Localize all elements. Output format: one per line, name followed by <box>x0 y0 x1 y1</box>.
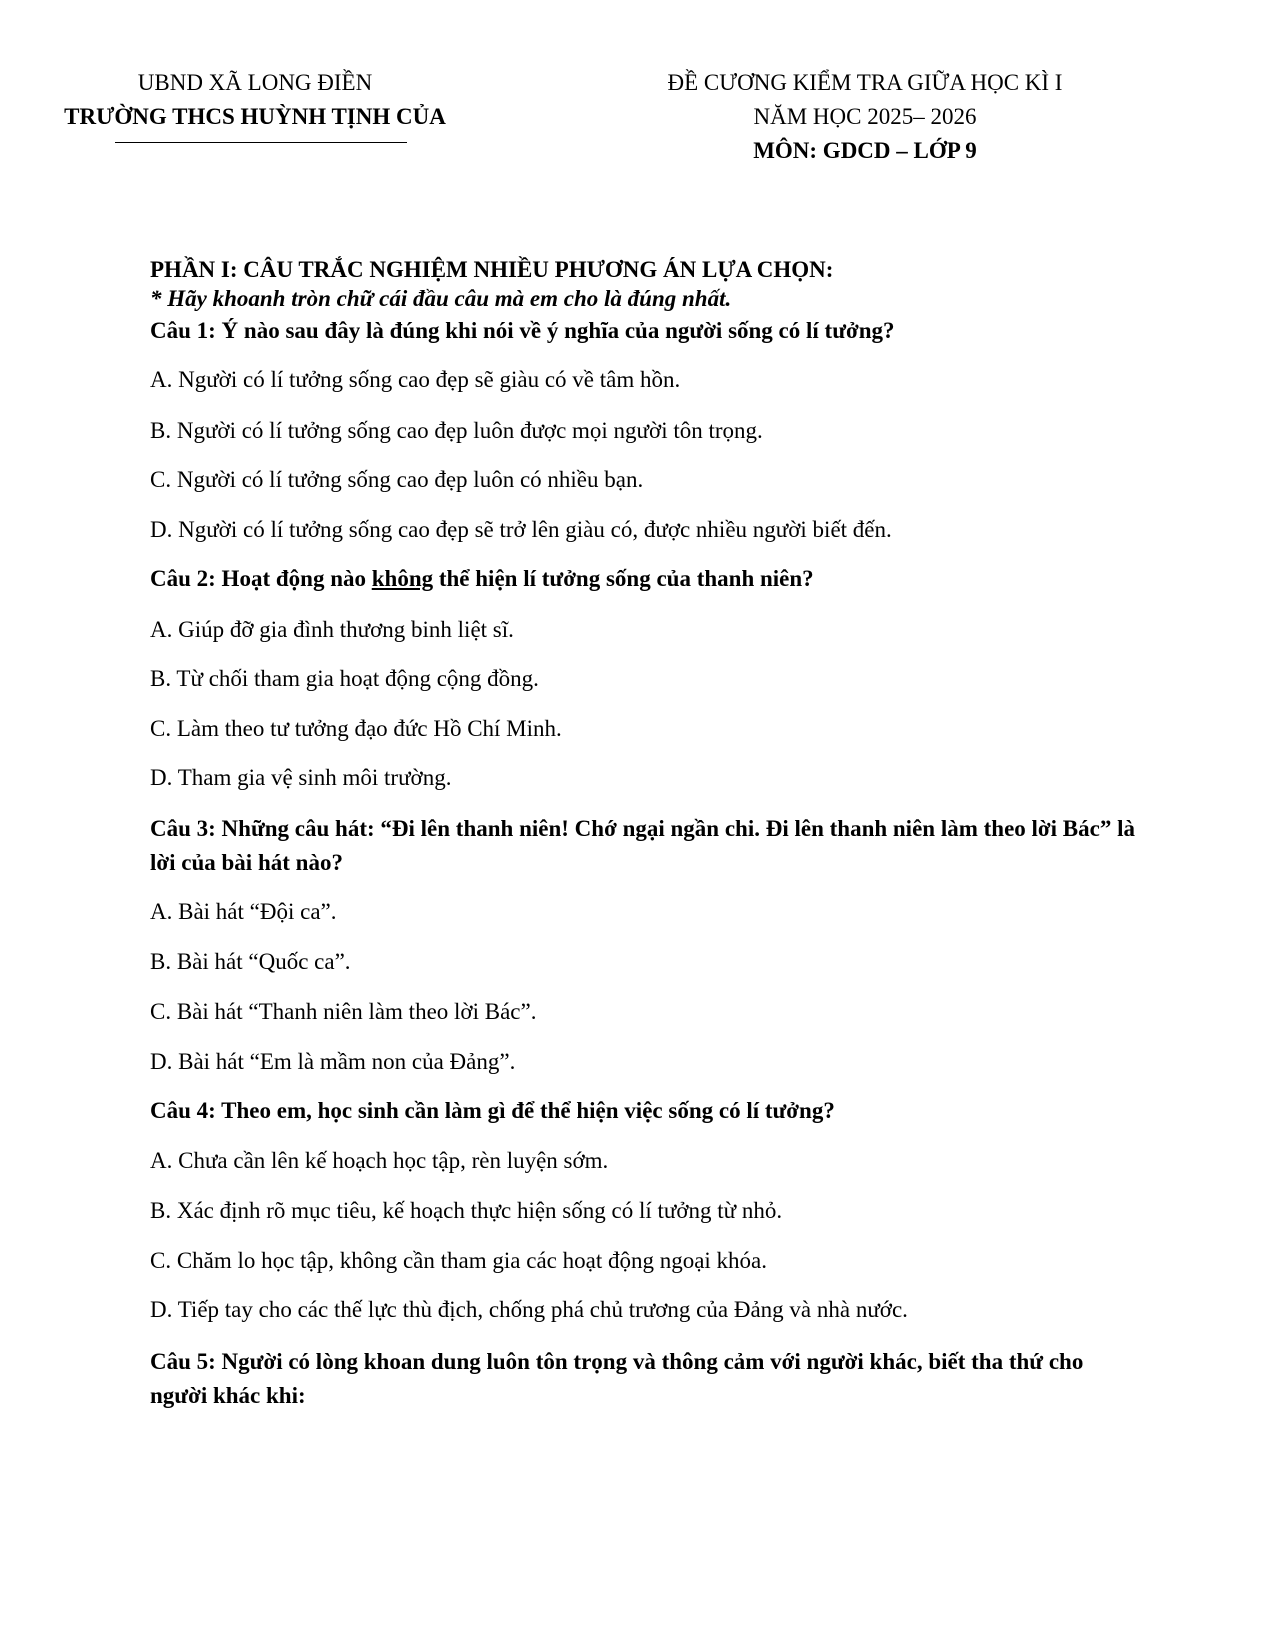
question-2-option-b: B. Từ chối tham gia hoạt động cộng đồng. <box>150 666 539 691</box>
school-name: TRƯỜNG THCS HUỲNH TỊNH CỦA <box>64 104 446 129</box>
authority-name: UBND XÃ LONG ĐIỀN <box>137 70 373 95</box>
question-4-stem: Câu 4: Theo em, học sinh cần làm gì để thể hiện việc sống có lí tưởng? <box>150 1098 835 1123</box>
question-5-stem: Câu 5: Người có lòng khoan dung luôn tôn trọng và thông cảm với người khác, biết tha thứ cho người khác khi: <box>150 1349 1084 1408</box>
question-1-option-d: D. Người có lí tưởng sống cao đẹp sẽ trở lên giàu có, được nhiều người biết đến. <box>150 517 892 542</box>
question-4-option-d: D. Tiếp tay cho các thế lực thù địch, chống phá chủ trương của Đảng và nhà nước. <box>150 1297 908 1322</box>
question-2-stem-start: Câu 2: Hoạt động nào <box>150 566 372 591</box>
question-3-option-a: A. Bài hát “Đội ca”. <box>150 899 337 924</box>
school-year: NĂM HỌC 2025– 2026 <box>753 104 977 129</box>
question-2-stem-end: thể hiện lí tưởng sống của thanh niên? <box>433 566 814 591</box>
question-2-option-a: A. Giúp đỡ gia đình thương binh liệt sĩ. <box>150 617 514 642</box>
question-4-option-b: B. Xác định rõ mục tiêu, kế hoạch thực hiện sống có lí tưởng từ nhỏ. <box>150 1198 783 1223</box>
question-2-emphasis: không <box>371 566 434 591</box>
section-title: PHẦN I: CÂU TRẮC NGHIỆM NHIỀU PHƯƠNG ÁN LỰA CHỌN: <box>150 257 834 282</box>
question-4-option-c: C. Chăm lo học tập, không cần tham gia các hoạt động ngoại khóa. <box>150 1248 768 1273</box>
question-3-option-d: D. Bài hát “Em là mầm non của Đảng”. <box>150 1049 516 1074</box>
question-1-stem: Câu 1: Ý nào sau đây là đúng khi nói về ý nghĩa của người sống có lí tưởng? <box>150 318 895 343</box>
question-2-option-d: D. Tham gia vệ sinh môi trường. <box>150 765 452 790</box>
question-1-option-c: C. Người có lí tưởng sống cao đẹp luôn có nhiều bạn. <box>150 467 644 492</box>
question-4-option-a: A. Chưa cần lên kế hoạch học tập, rèn luyện sớm. <box>150 1148 609 1173</box>
question-2-option-c: C. Làm theo tư tưởng đạo đức Hồ Chí Minh. <box>150 716 562 741</box>
subject-grade: MÔN: GDCD – LỚP 9 <box>753 138 977 163</box>
question-2-stem <box>150 566 814 592</box>
doc-title: ĐỀ CƯƠNG KIỂM TRA GIỮA HỌC KÌ I <box>667 70 1063 95</box>
question-1-option-a: A. Người có lí tưởng sống cao đẹp sẽ giàu có về tâm hồn. <box>150 367 681 392</box>
header-underline <box>115 142 407 143</box>
section-instruction: * Hãy khoanh tròn chữ cái đầu câu mà em cho là đúng nhất. <box>150 286 732 311</box>
question-3-option-b: B. Bài hát “Quốc ca”. <box>150 949 351 974</box>
question-3-stem: Câu 3: Những câu hát: “Đi lên thanh niên! Chớ ngại ngần chi. Đi lên thanh niên làm theo lời Bác” là lời của bài hát nào? <box>150 816 1135 875</box>
question-3-option-c: C. Bài hát “Thanh niên làm theo lời Bác”. <box>150 999 537 1024</box>
question-1-option-b: B. Người có lí tưởng sống cao đẹp luôn được mọi người tôn trọng. <box>150 418 763 443</box>
